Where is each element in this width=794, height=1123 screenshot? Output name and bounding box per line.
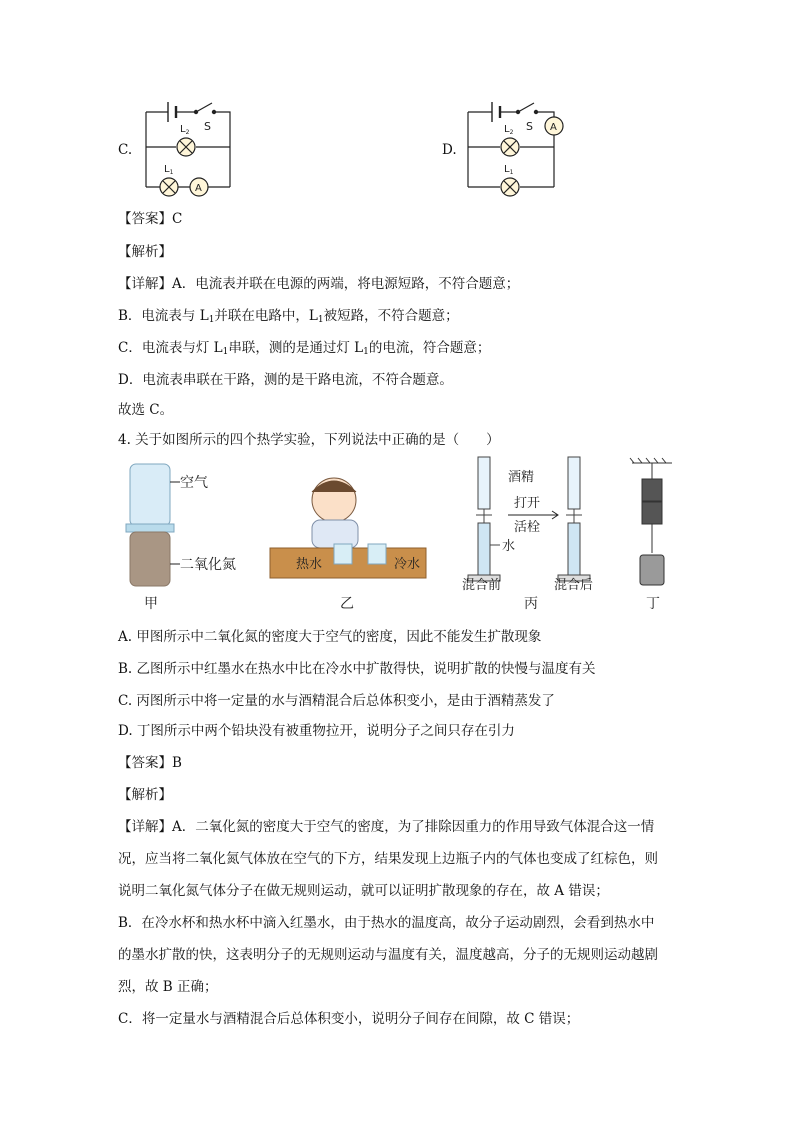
figure-yi-hot-cold-water (268, 460, 438, 610)
q4-stem: 4. 关于如图所示的四个热学实验，下列说法中正确的是（ ） (118, 432, 500, 448)
caption-ding: 丁 (646, 596, 660, 612)
q4-detail-line: 况，应当将二氧化氮气体放在空气的下方，结果发现上边瓶子内的气体也变成了红棕色，则 (118, 851, 658, 867)
label-air: 空气 (180, 475, 208, 491)
q3-detail-b: B．电流表与 $L_1$并联在电路中，$L_1$被短路，不符合题意； (118, 308, 459, 325)
option-c-label: C. (118, 142, 133, 158)
q4-detail-line: 的墨水扩散的快，这表明分子的无规则运动与温度有关，温度越高，分子的无规则运动越剧 (118, 947, 658, 963)
lamp-l2-label-c: $L_2$ (180, 124, 190, 136)
lamp-l1-label-d: $L_1$ (504, 164, 514, 176)
switch-label-c: S (204, 120, 211, 133)
q4-answer: 【答案】B (118, 755, 182, 771)
q4-detail-line: 【详解】A．二氧化氮的密度大于空气的密度，为了排除因重力的作用导致气体混合这一情 (118, 819, 655, 835)
ammeter-label-c: A (195, 183, 202, 194)
circuit-d-diagram (462, 92, 572, 192)
label-no2: 二氧化氮 (180, 557, 236, 573)
q4-option-c: C. 丙图所示中将一定量的水与酒精混合后总体积变小，是由于酒精蒸发了 (118, 693, 555, 709)
q4-option-b: B. 乙图所示中红墨水在热水中比在冷水中扩散得快，说明扩散的快慢与温度有关 (118, 661, 596, 677)
label-open: 打开 (514, 496, 541, 511)
caption-bing: 丙 (524, 596, 538, 612)
label-alcohol: 酒精 (508, 470, 535, 485)
q3-detail-d: D．电流表串联在干路，测的是干路电流，不符合题意。 (118, 372, 453, 388)
caption-jia: 甲 (144, 596, 158, 612)
label-cold-water: 冷水 (394, 557, 421, 572)
caption-yi: 乙 (340, 596, 354, 612)
switch-label-d: S (526, 120, 533, 133)
q4-detail-line: 烈，故 B 正确； (118, 979, 218, 995)
q4-detail-line: C．将一定量水与酒精混合后总体积变小，说明分子间存在间隙，故 C 错误； (118, 1011, 580, 1027)
figure-bing-alcohol-water (458, 455, 638, 610)
figure-ding-lead-blocks (626, 455, 686, 610)
lamp-l2-label-d: $L_2$ (504, 124, 514, 136)
label-after-mixing: 混合后 (554, 578, 594, 593)
q3-conclusion: 故选 C。 (118, 402, 174, 418)
q3-detail-a: 【详解】A．电流表并联在电源的两端，将电源短路，不符合题意； (118, 276, 520, 292)
q3-detail-c: C．电流表与灯 $L_1$串联，测的是通过灯 $L_1$的电流，符合题意； (118, 340, 491, 357)
circuit-c-diagram (140, 92, 240, 192)
label-hot-water: 热水 (296, 557, 323, 572)
q4-option-d: D. 丁图所示中两个铅块没有被重物拉开，说明分子之间只存在引力 (118, 723, 515, 739)
option-d-label: D. (442, 142, 457, 158)
q3-analysis-heading: 【解析】 (118, 244, 172, 260)
label-valve: 活栓 (514, 520, 541, 535)
label-water: 水 (502, 539, 516, 554)
q4-detail-line: B．在冷水杯和热水杯中滴入红墨水，由于热水的温度高，故分子运动剧烈，会看到热水中 (118, 915, 655, 931)
ammeter-label-d: A (550, 122, 557, 133)
q4-detail-line: 说明二氧化氮气体分子在做无规则运动，就可以证明扩散现象的存在，故 A 错误； (118, 883, 609, 899)
q4-analysis-heading: 【解析】 (118, 787, 172, 803)
q4-option-a: A. 甲图所示中二氧化氮的密度大于空气的密度，因此不能发生扩散现象 (118, 629, 542, 645)
q3-answer: 【答案】C (118, 211, 183, 227)
label-before-mixing: 混合前 (462, 578, 502, 593)
figure-jia-diffusion-bottles (118, 460, 248, 610)
lamp-l1-label-c: $L_1$ (164, 164, 174, 176)
